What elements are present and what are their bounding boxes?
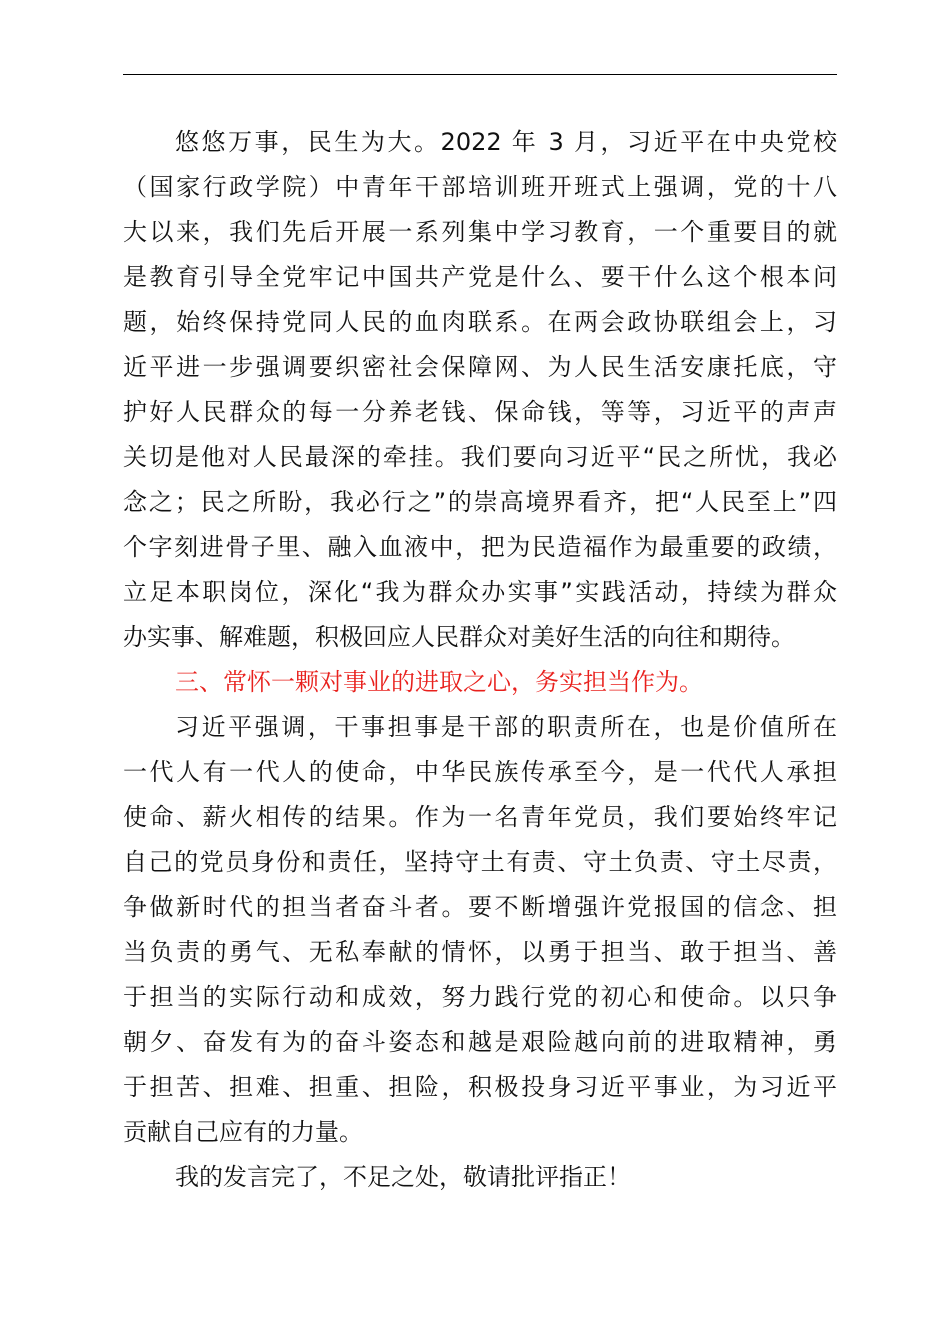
- paragraph-1-line-11: 立足本职岗位，深化“我为群众办实事”实践活动，持续为群众: [123, 578, 837, 606]
- paragraph-1-line-5: 题，始终保持党同人民的血肉联系。在两会政协联组会上，习: [123, 308, 837, 336]
- header-rule: [123, 74, 837, 75]
- paragraph-1-line-1: 悠悠万事，民生为大。2022 年 3 月，习近平在中央党校: [175, 128, 837, 156]
- paragraph-2-line-8: 朝夕、奋发有为的奋斗姿态和越是艰险越向前的进取精神，勇: [123, 1028, 837, 1056]
- paragraph-2-line-2: 一代人有一代人的使命，中华民族传承至今，是一代代人承担: [123, 758, 837, 786]
- paragraph-1-line-9: 念之；民之所盼，我必行之”的崇高境界看齐，把“人民至上”四: [123, 488, 837, 516]
- paragraph-1-line-7: 护好人民群众的每一分养老钱、保命钱，等等，习近平的声声: [123, 398, 837, 426]
- paragraph-1-line-10: 个字刻进骨子里、融入血液中，把为民造福作为最重要的政绩，: [123, 533, 837, 561]
- closing-remark: 我的发言完了，不足之处，敬请批评指正！: [175, 1163, 631, 1191]
- paragraph-2-line-6: 当负责的勇气、无私奉献的情怀，以勇于担当、敢于担当、善: [123, 938, 837, 966]
- paragraph-2-line-10: 贡献自己应有的力量。: [123, 1118, 363, 1146]
- paragraph-2-line-1: 习近平强调，干事担事是干部的职责所在，也是价值所在: [175, 713, 837, 741]
- paragraph-1-line-6: 近平进一步强调要织密社会保障网、为人民生活安康托底，守: [123, 353, 837, 381]
- paragraph-2-line-5: 争做新时代的担当者奋斗者。要不断增强许党报国的信念、担: [123, 893, 837, 921]
- paragraph-1-line-8: 关切是他对人民最深的牵挂。我们要向习近平“民之所忧，我必: [123, 443, 837, 471]
- paragraph-2-line-4: 自己的党员身份和责任，坚持守土有责、守土负责、守土尽责，: [123, 848, 837, 876]
- paragraph-1-line-3: 大以来，我们先后开展一系列集中学习教育，一个重要目的就: [123, 218, 837, 246]
- paragraph-2-line-9: 于担苦、担难、担重、担险，积极投身习近平事业，为习近平: [123, 1073, 837, 1101]
- paragraph-2-line-7: 于担当的实际行动和成效，努力践行党的初心和使命。以只争: [123, 983, 837, 1011]
- paragraph-2-line-3: 使命、薪火相传的结果。作为一名青年党员，我们要始终牢记: [123, 803, 837, 831]
- document-body: [123, 120, 837, 1200]
- paragraph-1-line-12: 办实事、解难题，积极回应人民群众对美好生活的向往和期待。: [123, 623, 795, 651]
- section-heading-3: 三、常怀一颗对事业的进取之心，务实担当作为。: [175, 668, 703, 696]
- paragraph-1-line-4: 是教育引导全党牢记中国共产党是什么、要干什么这个根本问: [123, 263, 837, 291]
- paragraph-1-line-2: （国家行政学院）中青年干部培训班开班式上强调，党的十八: [123, 173, 837, 201]
